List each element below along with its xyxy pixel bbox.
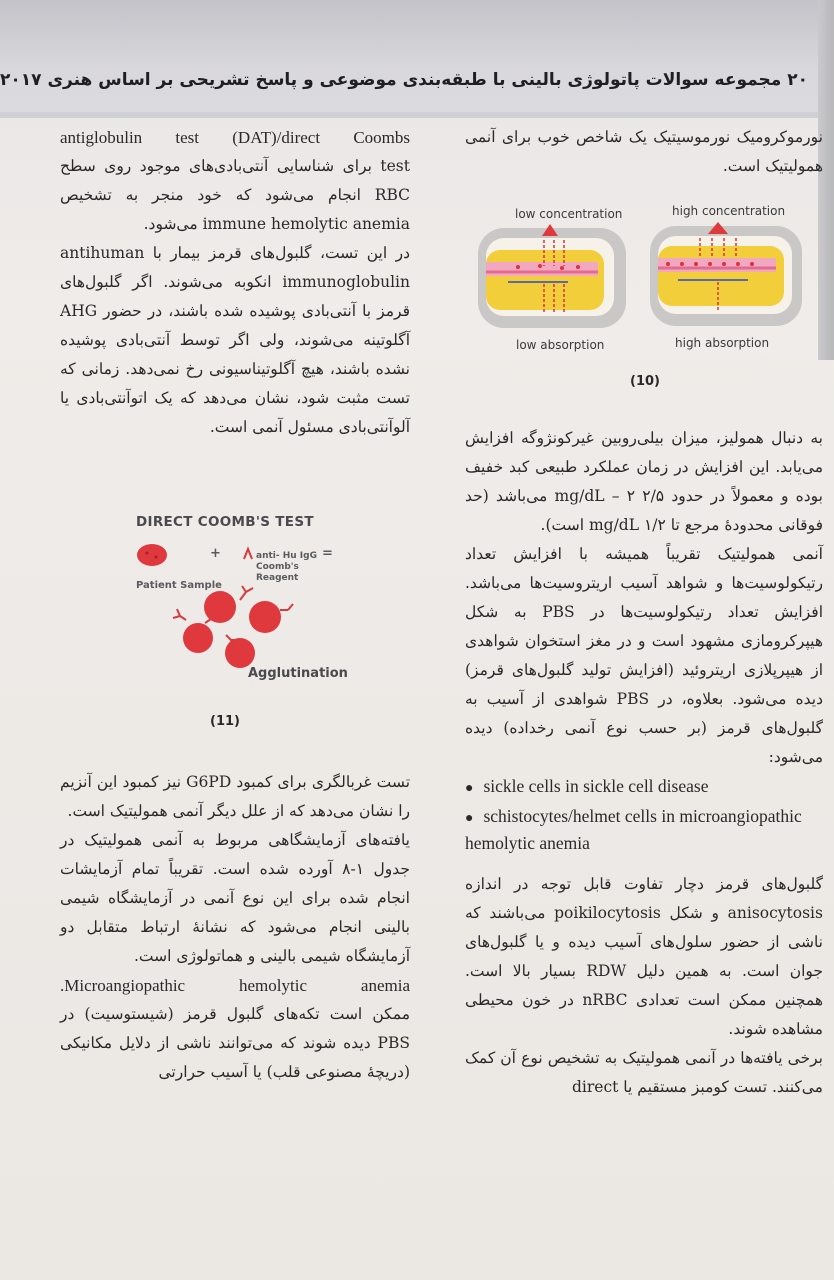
left-column-lower xyxy=(60,768,410,1087)
figure10-diagram xyxy=(478,222,808,334)
agglutination-label: Agglutination xyxy=(248,666,348,681)
right-para4: گلبول‌های قرمز دچار تفاوت قابل توجه در اندازه anisocytosis و شکل poikilocytosis می‌باشند که ناشی از حضور سلول‌های آسیب دیده و یا گلبول‌های جوان است. به همین دلیل RDW بسیار بالا است. همچنین ممکن است تعدادی nRBC در خون محیطی مشاهده شوند. xyxy=(465,875,824,1038)
low-absorption-tube xyxy=(478,224,626,328)
left-para5: ممکن است تکه‌های گلبول قرمز (شیستوسیت) در PBS دیده شوند که می‌توانند ناشی از دلایل مکانیکی (دریچهٔ مصنوعی قلب) یا آسیب حرارتی xyxy=(60,1005,410,1081)
low-concentration-label: low concentration xyxy=(515,207,623,221)
figure11-title: DIRECT COOMB'S TEST xyxy=(136,514,314,530)
high-absorption-label: high absorption xyxy=(675,336,770,350)
right-column-lower xyxy=(465,424,823,1102)
left-para3: تست غربالگری برای کمبود G6PD نیز کمبود این آنزیم را نشان می‌دهد که از علل دیگر آنمی همولیتیک است. xyxy=(60,773,411,820)
left-para2: در این تست، گلبول‌های قرمز بیمار با antihuman immunoglobulin انکوبه می‌شوند. اگر گلبول‌های قرمز با آنتی‌بادی پوشیده شده باشند، در حضور AHG آگلوتینه می‌شوند، ولی اگر توسط آنتی‌بادی پوشیده نشده باشند، هیچ آگلوتیناسیونی رخ نمی‌دهد. زمانی که تست مثبت شود، نشان می‌دهد که یک اتوآنتی‌بادی یا آلوآنتی‌بادی مسئول آنمی است. xyxy=(60,244,410,436)
right-para1: نورموکرومیک نورموسیتیک یک شاخص خوب برای آنمی همولیتیک است. xyxy=(465,128,823,175)
right-column xyxy=(465,123,823,181)
agglutinated-rbc-cluster-icon xyxy=(173,586,293,668)
bullet-list xyxy=(465,774,823,856)
reagent-label: anti- Hu IgG Coomb's Reagent xyxy=(256,551,317,583)
left-para1: test برای شناسایی آنتی‌بادی‌های موجود روی سطح RBC انجام می‌شود که خود منجر به تشخیص immune hemolytic anemia می‌شود. xyxy=(60,157,410,233)
list-item: ● schistocytes/helmet cells in microangiopathic hemolytic anemia xyxy=(465,806,802,853)
page-header-title: ۲۰ مجموعه سوالات پاتولوژی بالینی با طبقه‌بندی موضوعی و پاسخ تشریحی بر اساس هنری ۲۰۱۷ xyxy=(0,70,808,90)
equals-sign: = xyxy=(322,546,333,561)
figure10-caption: (10) xyxy=(630,374,660,389)
page-header-band xyxy=(0,0,834,118)
left-para5-english: Microangiopathic hemolytic anemia. xyxy=(60,976,410,995)
left-column xyxy=(60,123,410,442)
right-para3: آنمی همولیتیک تقریباً همیشه با افزایش تعداد رتیکولوسیت‌ها و شواهد آسیب اریتروسیت‌ها می‌باشد. افزایش تعداد رتیکولوسیت‌ها در PBS به شکل هیپرکرومازی مشهود است و در مغز استخوان شواهدی از هیپرپلازی اریتروئید (افزایش تولید گلبول‌های قرمز) دیده می‌شود. بعلاوه، در PBS شواهدی از آسیب به گلبول‌های قرمز (بر حسب نوع آنمی رخداده) دیده می‌شود: xyxy=(465,545,824,766)
patient-sample-label: Patient Sample xyxy=(136,580,222,591)
high-concentration-label: high concentration xyxy=(672,204,786,218)
list-item: ● sickle cells in sickle cell disease xyxy=(465,776,709,796)
left-para1-english: antiglobulin test (DAT)/direct Coombs xyxy=(60,128,410,147)
left-para4: یافته‌های آزمایشگاهی مربوط به آنمی همولیتیک در جدول ۱-۸ آورده شده است. تقریباً تمام آزمایشات انجام شده برای این نوع آنمی در آزمایشگاه شیمی بالینی انجام می‌شود که نشانهٔ ارتباط متقابل دو آزمایشگاه شیمی بالینی و هماتولوژی است. xyxy=(60,831,410,965)
plus-sign: + xyxy=(210,546,221,561)
low-absorption-label: low absorption xyxy=(516,338,605,352)
right-para2: به دنبال همولیز، میزان بیلی‌روبین غیرکونژوگه افزایش می‌یابد. این افزایش در زمان عملکرد طبیعی کبد خفیف بوده و معمولاً در حدود ۲/۵ mg/dL – ۲ می‌باشد (حد فوقانی محدودهٔ مرجع تا ۱/۲ mg/dL است). xyxy=(465,429,823,534)
right-para5: برخی یافته‌ها در آنمی همولیتیک به تشخیص نوع آن کمک می‌کنند. تست کومبز مستقیم یا direct xyxy=(465,1049,823,1096)
header-rule xyxy=(0,112,834,118)
figure11-caption: (11) xyxy=(210,714,240,729)
patient-rbc-icon xyxy=(137,544,167,566)
igg-reagent-icon xyxy=(244,549,252,559)
high-absorption-tube xyxy=(650,222,802,326)
